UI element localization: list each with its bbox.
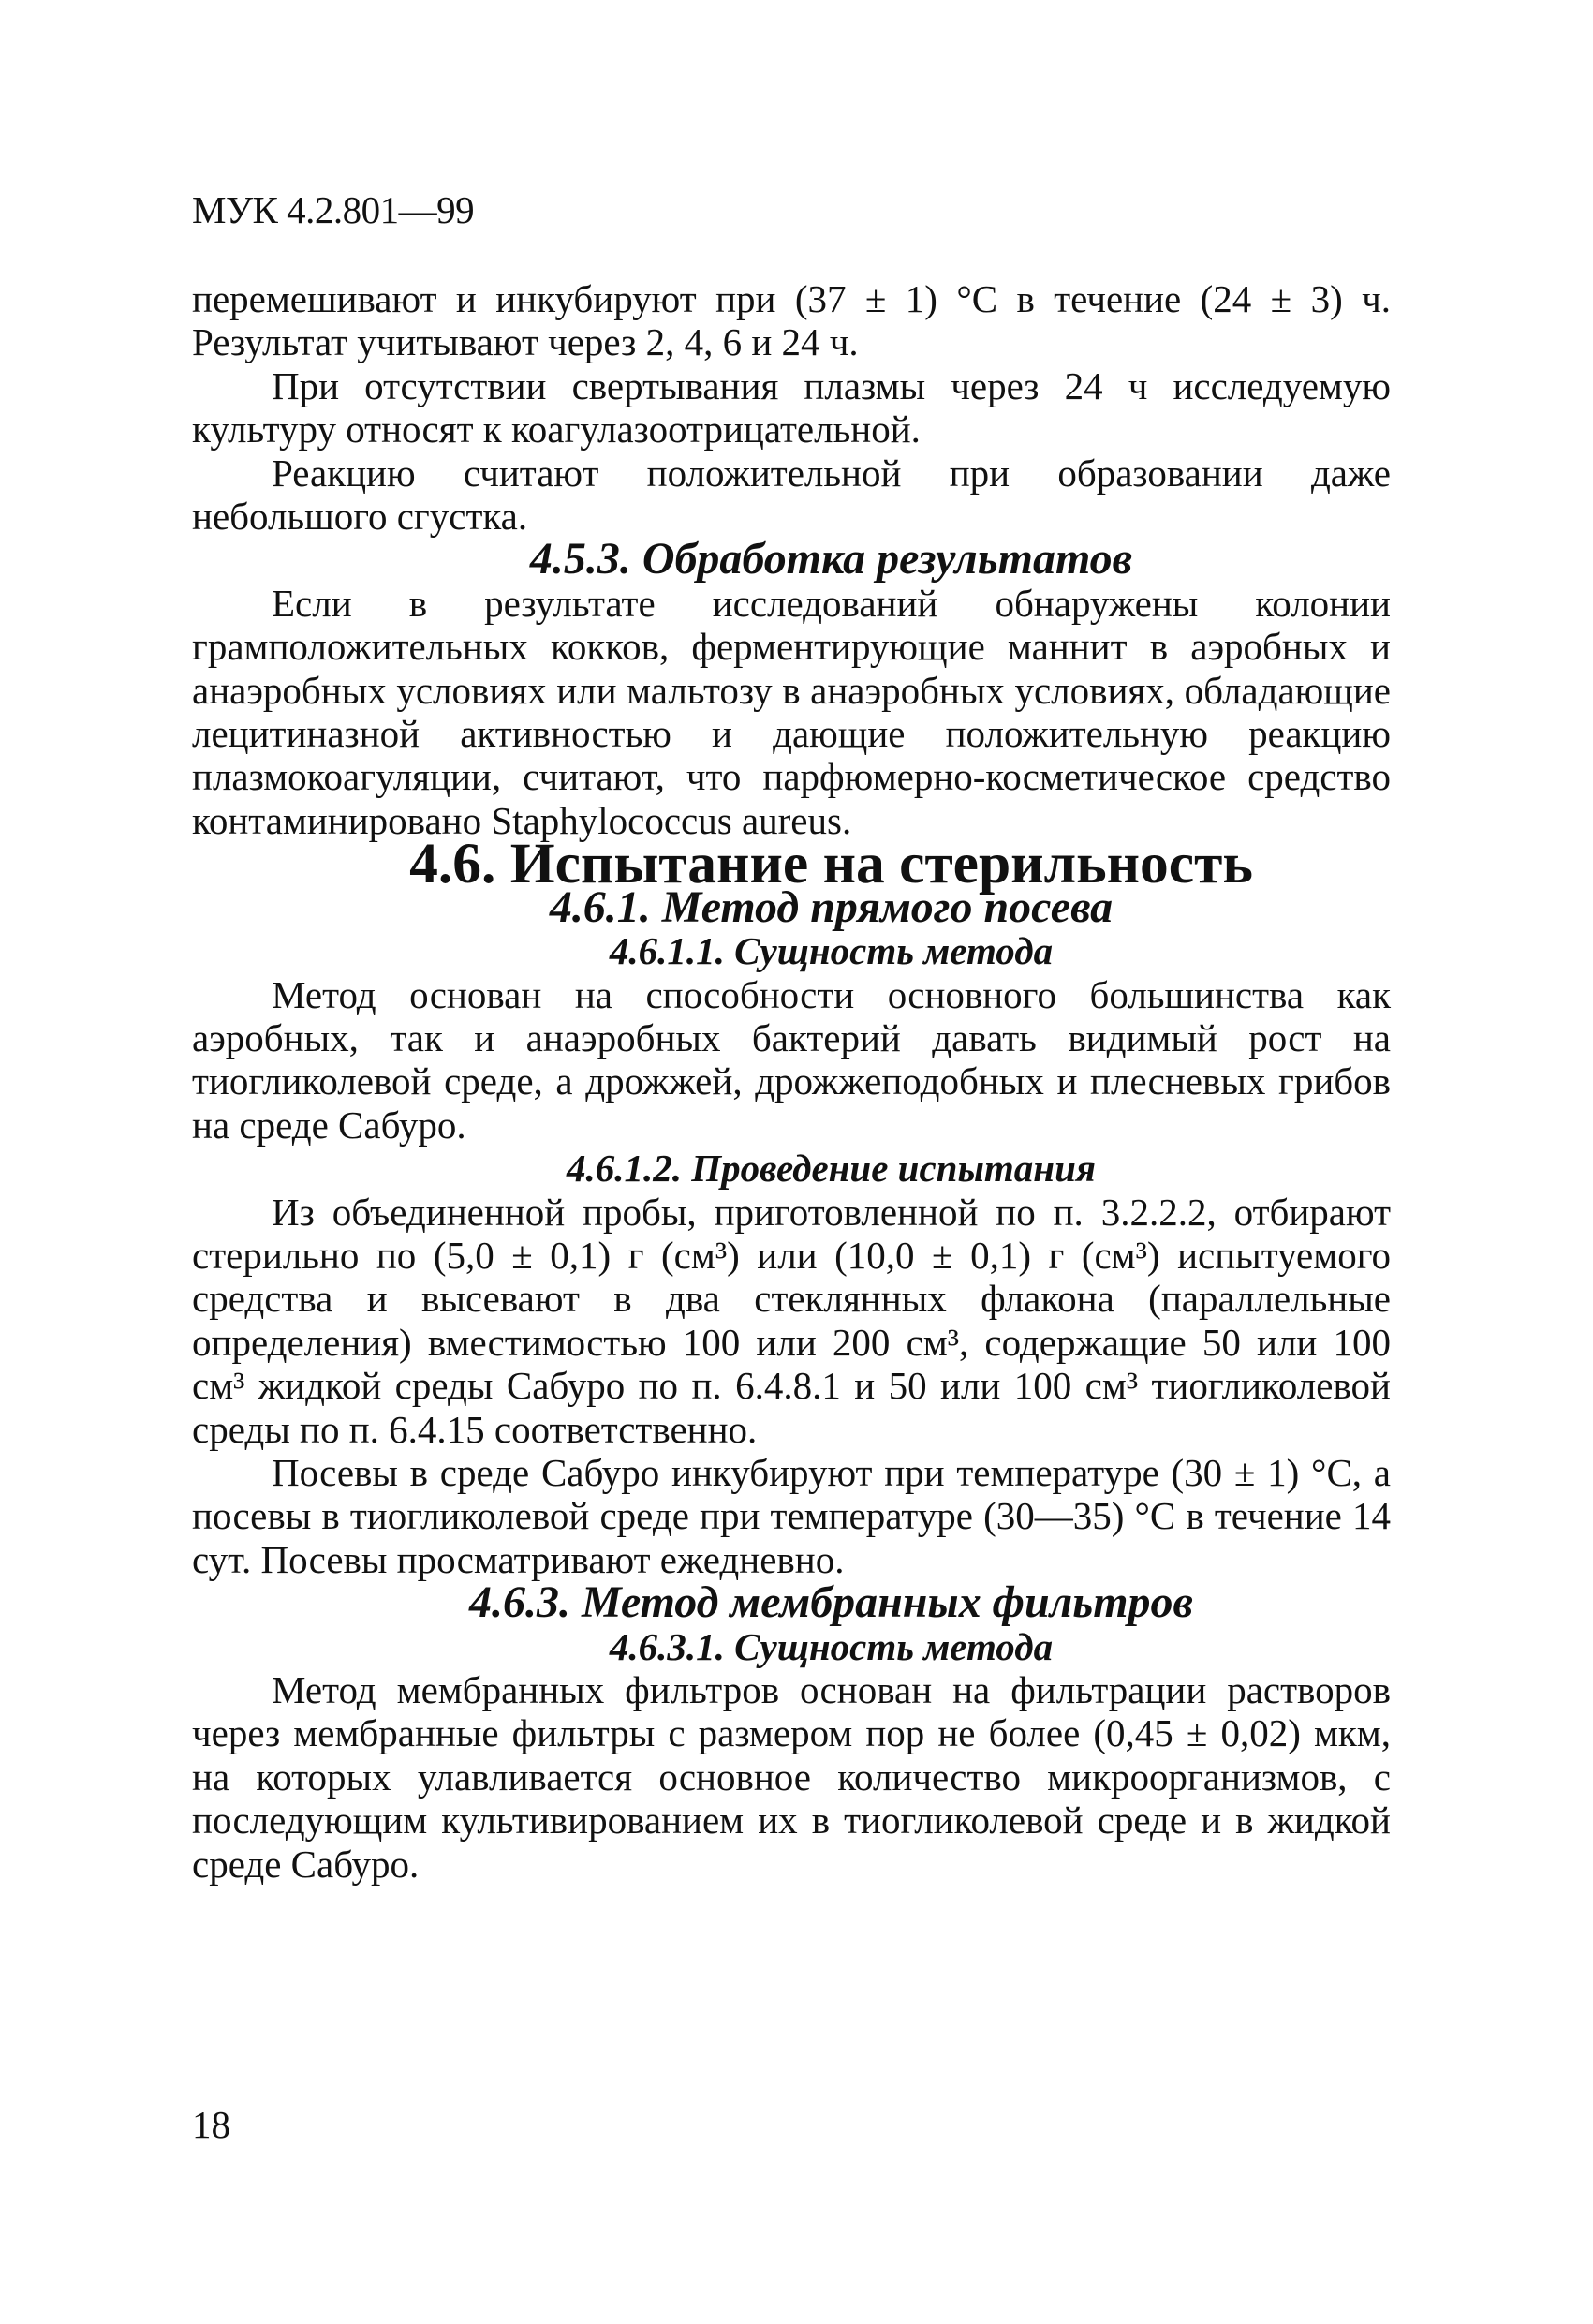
paragraph-incubation: Посевы в среде Сабуро инкубируют при температуре (30 ± 1) °С, а посевы в тиогликолевой среде при температуре (30—35) °С в течение 14 сут. Посевы просматривают ежедневно. [192, 1450, 1391, 1581]
heading-4-6-3: 4.6.3. Метод мембранных фильтров [469, 1577, 1193, 1628]
paragraph-results-processing: Если в результате исследований обнаружены колонии грамположительных кокков, ферментирующие маннит в аэробных и анаэробных условиях или мальтозу в анаэробных условиях, обладающие лецитиназной активностью и дающие положительную реакцию плазмокоагуляции, считают, что парфюмерно-косметическое средство контаминировано Staphylococcus aureus. [192, 581, 1391, 842]
page-number: 18 [192, 2103, 230, 2146]
paragraph-membrane-filters: Метод мембранных фильтров основан на фильтрации растворов через мембранные фильтры с размером пор не более (0,45 ± 0,02) мкм, на которых улавливается основное количество микроорганизмов, с последующим культивированием их в тиогликолевой среде и в жидкой среде Сабуро. [192, 1668, 1391, 1886]
paragraph-method-essence: Метод основан на способности основного большинства как аэробных, так и анаэробных бактерий давать видимый рост на тиогликолевой среде, а дрожжей, дрожжеподобных и плесневых грибов на среде Сабуро. [192, 972, 1391, 1147]
document-body [192, 277, 1391, 1886]
heading-4-6-1-2: 4.6.1.2. Проведение испытания [566, 1147, 1096, 1191]
document-code: МУК 4.2.801—99 [192, 188, 475, 231]
heading-4-6: 4.6. Испытание на стерильность [409, 832, 1253, 896]
heading-4-6-3-1: 4.6.3.1. Сущность метода [609, 1624, 1054, 1668]
heading-4-6-1-1: 4.6.1.1. Сущность метода [609, 929, 1054, 973]
paragraph-continuation: перемешивают и инкубируют при (37 ± 1) °С в течение (24 ± 3) ч. Результат учитывают через 2, 4, 6 и 24 ч. [192, 277, 1391, 364]
heading-4-6-1: 4.6.1. Метод прямого посева [549, 881, 1114, 932]
document-page [192, 0, 1391, 2324]
paragraph-positive-reaction: Реакцию считают положительной при образовании даже небольшого сгустка. [192, 451, 1391, 539]
heading-4-5-3: 4.5.3. Обработка результатов [529, 534, 1133, 585]
paragraph-no-coagulation: При отсутствии свертывания плазмы через 24 ч исследуемую культуру относят к коагулазоотрицательной. [192, 363, 1391, 451]
paragraph-test-procedure: Из объединенной пробы, приготовленной по п. 3.2.2.2, отбирают стерильно по (5,0 ± 0,1) г (см³) или (10,0 ± 0,1) г (см³) испытуемого средства и высевают в два стеклянных флакона (параллельные определения) вместимостью 100 или 200 см³, содержащие 50 или 100 см³ жидкой среды Сабуро по п. 6.4.8.1 и 50 или 100 см³ тиогликолевой среды по п. 6.4.15 соответственно. [192, 1190, 1391, 1451]
